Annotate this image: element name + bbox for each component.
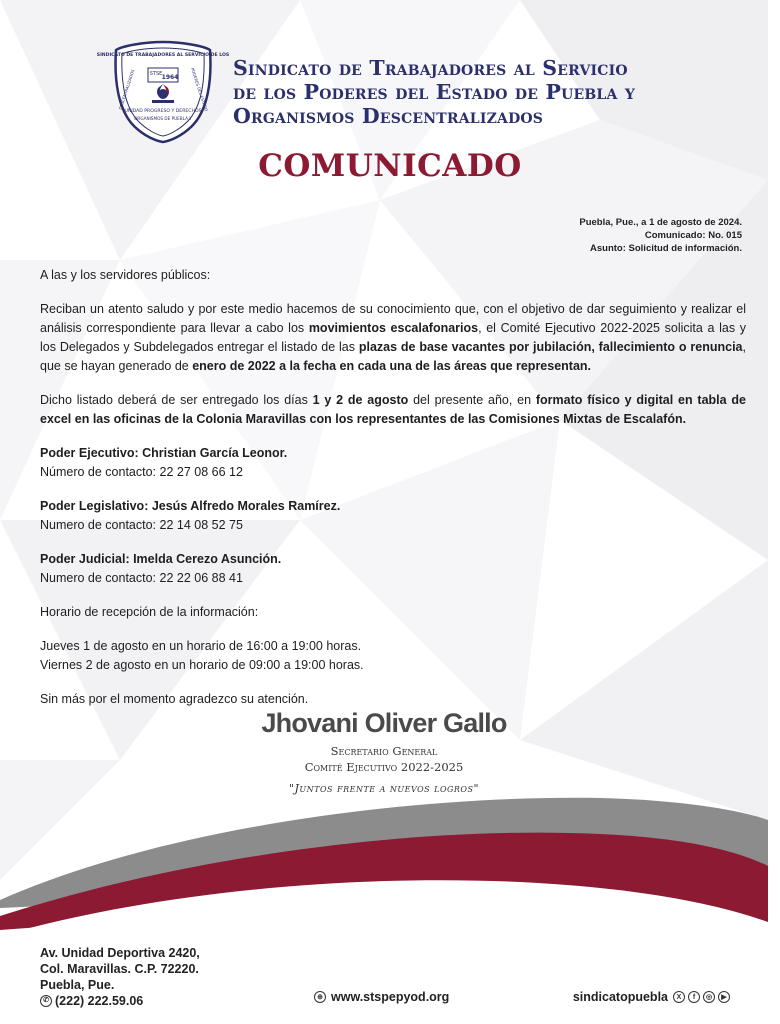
closing: Sin más por el momento agradezco su atención. <box>40 692 309 706</box>
document-title: COMUNICADO <box>258 148 522 184</box>
contact-phone: Numero de contacto: 22 22 06 88 41 <box>40 571 243 585</box>
svg-text:DESCENTRALIZADOS: DESCENTRALIZADOS <box>117 68 136 111</box>
salutation: A las y los servidores públicos: <box>40 268 211 282</box>
svg-text:UNIDAD PROGRESO Y DERECHOS: UNIDAD PROGRESO Y DERECHOS <box>124 109 202 114</box>
signatory-role: Secretario General <box>330 744 438 758</box>
schedule-intro: Horario de recepción de la información: <box>40 605 259 619</box>
place-date: Puebla, Pue., a 1 de agosto de 2024. <box>579 217 742 228</box>
document-body <box>40 266 746 709</box>
org-name-line3: Organismos Descentralizados <box>233 104 544 128</box>
communique-number: Comunicado: No. 015 <box>644 230 742 241</box>
phone-number: (222) 222.59.06 <box>55 994 144 1008</box>
union-logo <box>96 40 230 144</box>
schedule-day-2: Viernes 2 de agosto en un horario de 09:00 a 19:00 horas. <box>40 658 364 672</box>
svg-text:STSE: STSE <box>149 71 163 77</box>
contact-judicial <box>40 550 746 588</box>
address-line-1: Av. Unidad Deportiva 2420, <box>40 946 200 960</box>
youtube-icon[interactable]: ▶ <box>718 991 730 1003</box>
contact-name: Poder Legislativo: Jesús Alfredo Morales Ramírez. <box>40 499 341 513</box>
contact-name: Poder Ejecutivo: Christian García Leonor. <box>40 446 288 460</box>
signatory-committee: Comité Ejecutivo 2022-2025 <box>304 760 464 774</box>
org-name-line2: de los Poderes del Estado de Puebla y <box>233 80 636 104</box>
paragraph-2: Dicho listado deberá de ser entregado los días 1 y 2 de agosto del presente año, en formato físico y digital en tabla de excel en las oficinas de la Colonia Maravillas con los representantes de las Comisiones Mixtas de Escalafón. <box>40 393 746 426</box>
address-line-2: Col. Maravillas. C.P. 72220. <box>40 962 199 976</box>
schedule-day-1: Jueves 1 de agosto en un horario de 16:00 a 19:00 horas. <box>40 639 362 653</box>
globe-icon: ⊕ <box>314 991 326 1003</box>
address-line-3: Puebla, Pue. <box>40 978 115 992</box>
slogan: "Juntos frente a nuevos logros" <box>288 782 480 795</box>
org-name-line1: Sindicato de Trabajadores al Servicio <box>233 56 628 80</box>
contact-legislativo <box>40 497 746 535</box>
contact-phone: Número de contacto: 22 27 08 66 12 <box>40 465 243 479</box>
x-icon[interactable]: X <box>673 991 685 1003</box>
website-link[interactable]: www.stspepyod.org <box>331 990 450 1004</box>
svg-text:PODERES DEL ESTADO: PODERES DEL ESTADO <box>190 67 209 112</box>
contact-name: Poder Judicial: Imelda Cerezo Asunción. <box>40 552 282 566</box>
svg-text:ORGANISMOS DE PUEBLA Y: ORGANISMOS DE PUEBLA Y <box>134 116 192 121</box>
paragraph-1: Reciban un atento saludo y por este medio hacemos de su conocimiento que, con el objetivo de dar seguimiento y realizar el análisis correspondiente para llevar a cabo los movimientos escalafonarios, el Comité Ejecutivo 2022-2025 solicita a las y los Delegados y Subdelegados entregar el listado de las plazas de base vacantes por jubilación, fallecimiento o renuncia, que se hayan generado de enero de 2022 a la fecha en cada una de las áreas que representan. <box>40 302 746 373</box>
contact-ejecutivo <box>40 444 746 482</box>
footer-waves <box>0 790 768 1024</box>
signatory-name: Jhovani Oliver Gallo <box>261 708 507 738</box>
facebook-icon[interactable]: f <box>688 991 700 1003</box>
instagram-icon[interactable]: ◎ <box>703 991 715 1003</box>
svg-text:1964: 1964 <box>161 74 179 81</box>
phone-icon: ✆ <box>40 995 52 1007</box>
organization-name <box>233 56 733 128</box>
subject: Asunto: Solicitud de información. <box>590 243 742 254</box>
contact-phone: Numero de contacto: 22 14 08 52 75 <box>40 518 243 532</box>
svg-text:SINDICATO DE TRABAJADORES AL S: SINDICATO DE TRABAJADORES AL SERVICIO DE LOS <box>96 53 230 58</box>
document-meta <box>579 216 742 255</box>
social-handle: sindicatopuebla <box>572 990 668 1004</box>
schedule-list <box>40 637 746 675</box>
